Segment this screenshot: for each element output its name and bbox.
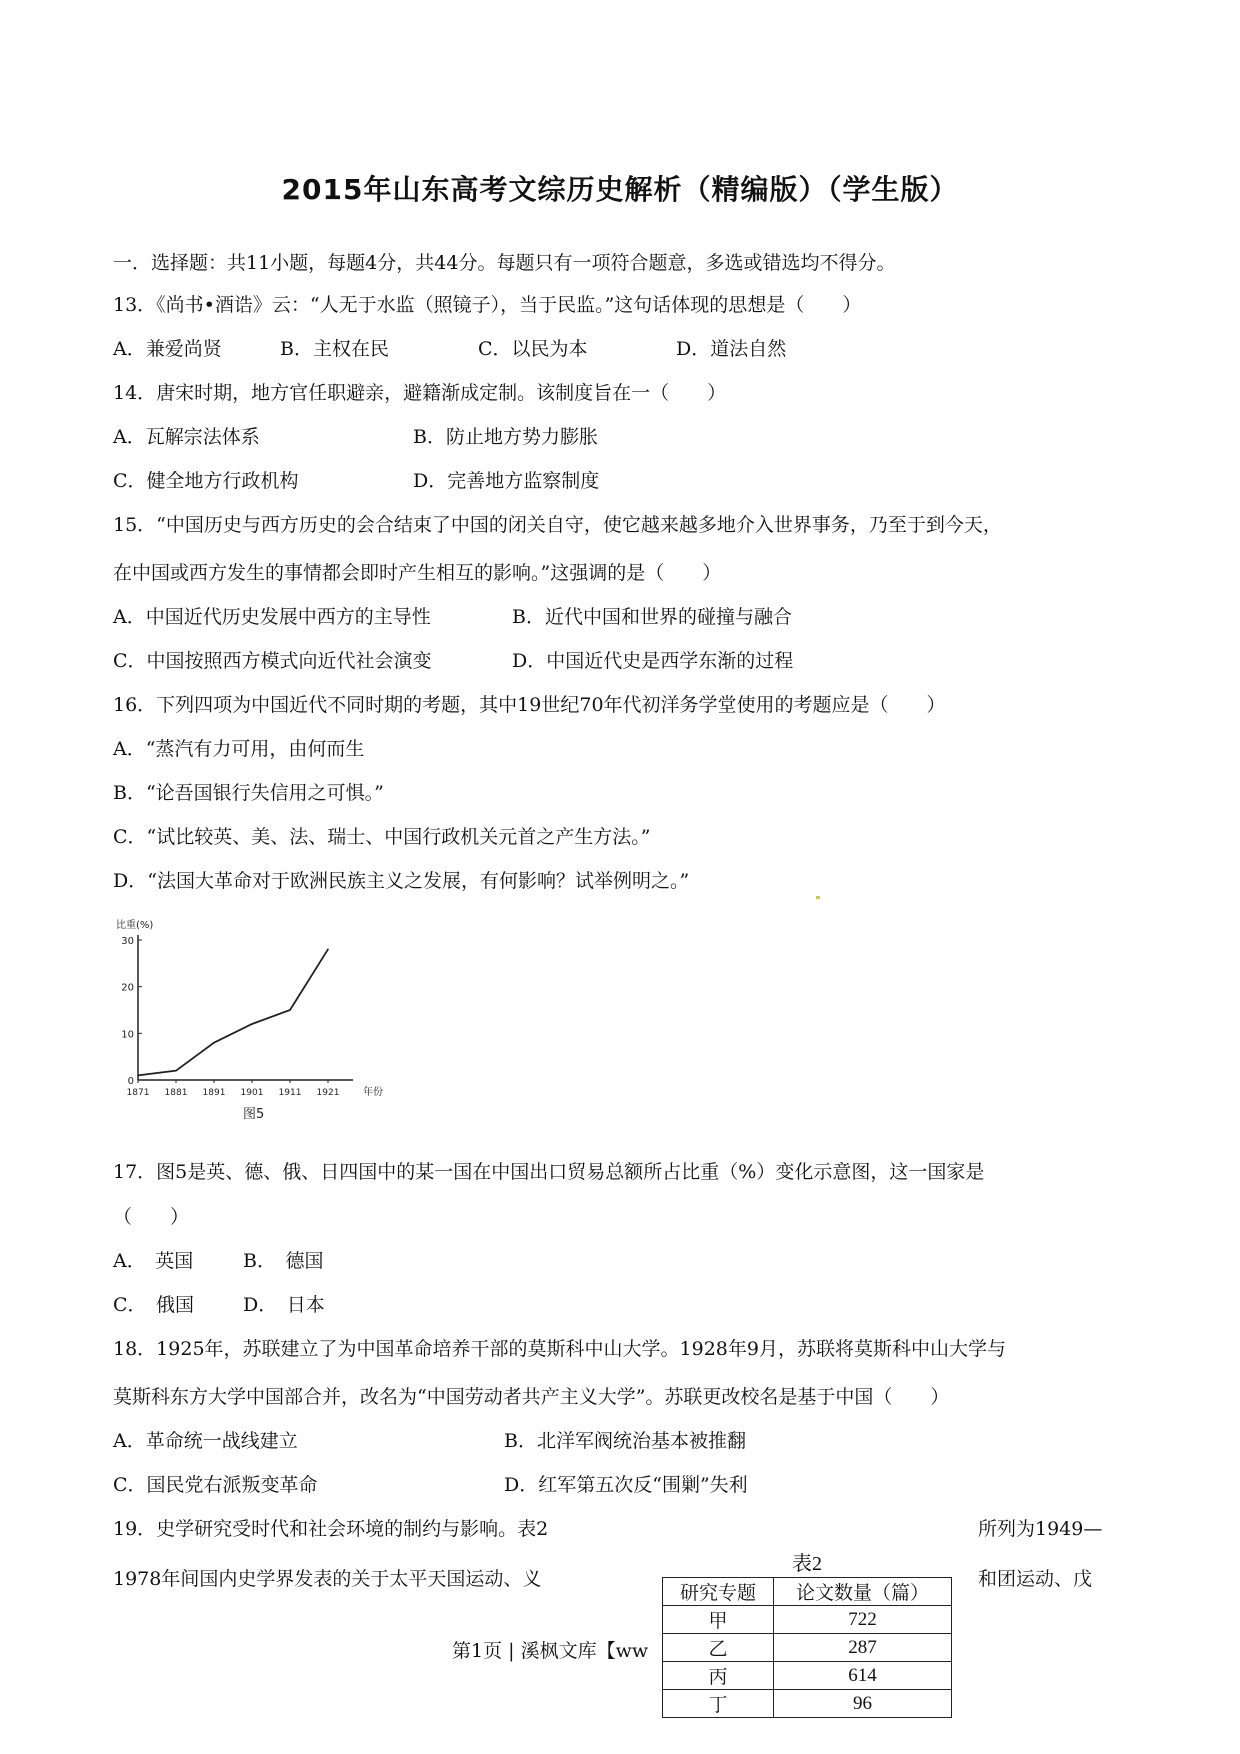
chart-series: [137, 949, 329, 1077]
question-19-stem-line1-left: 19．史学研究受时代和社会环境的制约与影响。表2: [113, 1518, 549, 1540]
chart-x-axis-label: 年份: [363, 1087, 383, 1098]
q18-option-c: C．国民党右派叛变革命: [113, 1474, 318, 1496]
table-row: [663, 1690, 952, 1718]
q13-option-c: C．以民为本: [478, 338, 588, 360]
q15-option-b: B．近代中国和世界的碰撞与融合: [512, 606, 792, 628]
chart-data-point: [327, 949, 329, 951]
chart-data-point: [137, 1075, 139, 1077]
chart-x-ticks: [127, 1080, 340, 1098]
question-14-stem: 14．唐宋时期，地方官任职避亲，避籍渐成定制。该制度旨在一（ ）: [113, 382, 727, 404]
figure-5-line-chart: [108, 915, 408, 1125]
q14-option-b: B．防止地方势力膨胀: [413, 426, 598, 448]
table-cell-topic: 丙: [663, 1662, 774, 1690]
table-row: [663, 1662, 952, 1690]
chart-data-point: [289, 1009, 291, 1011]
question-16-stem: 16．下列四项为中国近代不同时期的考题，其中19世纪70年代初洋务学堂使用的考题应是（ ）: [113, 694, 946, 716]
table-cell-count: 722: [774, 1606, 952, 1634]
q13-option-d: D．道法自然: [676, 338, 787, 360]
q18-option-a: A．革命统一战线建立: [113, 1430, 298, 1452]
question-18-stem-line2: 莫斯科东方大学中国部合并，改名为“中国劳动者共产主义大学”。苏联更改校名是基于中国（ ）: [113, 1386, 950, 1408]
table-cell-topic: 丁: [663, 1690, 774, 1718]
chart-series-line: [138, 949, 328, 1075]
chart-data-point: [175, 1070, 177, 1072]
question-19-stem-line2-left: 1978年间国内史学界发表的关于太平天国运动、义: [113, 1568, 542, 1590]
page-title: 2015年山东高考文综历史解析（精编版）（学生版）: [281, 173, 959, 206]
q16-option-c: C．“试比较英、美、法、瑞士、中国行政机关元首之产生方法。”: [113, 826, 651, 848]
q16-option-d: D．“法国大革命对于欧洲民族主义之发展，有何影响？试举例明之。”: [113, 870, 690, 892]
question-17-stem-line2: （ ）: [113, 1206, 190, 1228]
chart-data-point: [251, 1023, 253, 1025]
table-cell-topic: 乙: [663, 1634, 774, 1662]
table-cell-count: 96: [774, 1690, 952, 1718]
chart-y-ticks: [121, 936, 142, 1087]
q14-option-a: A．瓦解宗法体系: [113, 426, 260, 448]
q15-option-a: A．中国近代历史发展中西方的主导性: [113, 606, 431, 628]
q17-option-c: C． 俄国: [113, 1294, 195, 1316]
scan-speck: [816, 896, 820, 899]
q14-option-c: C．健全地方行政机构: [113, 470, 299, 492]
table-2-caption: 表2: [792, 1553, 822, 1575]
question-18-stem-line1: 18．1925年，苏联建立了为中国革命培养干部的莫斯科中山大学。1928年9月，苏联将莫斯科中山大学与: [113, 1338, 1006, 1360]
chart-y-axis-label: 比重(%): [116, 920, 154, 931]
table-cell-count: 614: [774, 1662, 952, 1690]
chart-y-tick-label: 20: [121, 982, 134, 994]
table-header-row: [663, 1578, 952, 1606]
table-header-topic: 研究专题: [663, 1578, 774, 1606]
question-17-stem-line1: 17．图5是英、德、俄、日四国中的某一国在中国出口贸易总额所占比重（%）变化示意图，这一国家是: [113, 1161, 985, 1183]
q17-option-a: A． 英国: [113, 1250, 194, 1272]
chart-x-tick-label: 1921: [316, 1088, 340, 1098]
chart-x-tick-label: 1901: [240, 1088, 264, 1098]
question-15-stem-line1: 15．“中国历史与西方历史的会合结束了中国的闭关自守，使它越来越多地介入世界事务，乃至于到今天，: [113, 514, 1002, 536]
q13-option-a: A．兼爱尚贤: [113, 338, 222, 360]
q16-option-a: A．“蒸汽有力可用，由何而生: [113, 738, 365, 760]
chart-axes: [138, 935, 353, 1080]
table-cell-count: 287: [774, 1634, 952, 1662]
q17-option-d: D． 日本: [243, 1294, 325, 1316]
chart-x-tick-label: 1911: [278, 1088, 302, 1098]
table-cell-topic: 甲: [663, 1606, 774, 1634]
q14-option-d: D．完善地方监察制度: [413, 470, 600, 492]
table-2-grid: [662, 1577, 952, 1718]
q13-option-b: B．主权在民: [280, 338, 389, 360]
chart-x-tick-label: 1881: [164, 1088, 188, 1098]
section-header: 一．选择题：共11小题，每题4分，共44分。每题只有一项符合题意，多选或错选均不得分。: [113, 252, 896, 274]
q15-option-c: C．中国按照西方模式向近代社会演变: [113, 650, 432, 672]
chart-y-tick-label: 30: [121, 936, 134, 947]
chart-data-point: [213, 1042, 215, 1044]
question-15-stem-line2: 在中国或西方发生的事情都会即时产生相互的影响。”这强调的是（ ）: [113, 562, 722, 584]
chart-x-tick-label: 1891: [202, 1088, 226, 1098]
q17-option-b: B． 德国: [243, 1250, 324, 1272]
question-13-stem: 13．《尚书•酒诰》云：“人无于水监（照镜子），当于民监。”这句话体现的思想是（ ）: [113, 294, 862, 316]
page-footer: 第1页 | 溪枫文库【ww: [452, 1640, 649, 1662]
table-row: [663, 1634, 952, 1662]
question-19-stem-line1-right: 所列为1949—: [978, 1518, 1103, 1540]
chart-caption: 图5: [243, 1107, 265, 1122]
q16-option-b: B．“论吾国银行失信用之可惧。”: [113, 782, 384, 804]
chart-x-tick-label: 1871: [126, 1088, 150, 1098]
table-row: [663, 1606, 952, 1634]
q18-option-d: D．红军第五次反“围剿”失利: [504, 1474, 748, 1496]
chart-y-tick-label: 0: [127, 1076, 134, 1087]
q15-option-d: D．中国近代史是西学东渐的过程: [512, 650, 794, 672]
chart-y-tick-label: 10: [121, 1029, 134, 1041]
table-header-count: 论文数量（篇）: [774, 1578, 952, 1606]
table-2: [662, 1551, 952, 1718]
q18-option-b: B．北洋军阀统治基本被推翻: [504, 1430, 746, 1452]
question-19-stem-line2-right: 和团运动、戊: [978, 1568, 1093, 1590]
